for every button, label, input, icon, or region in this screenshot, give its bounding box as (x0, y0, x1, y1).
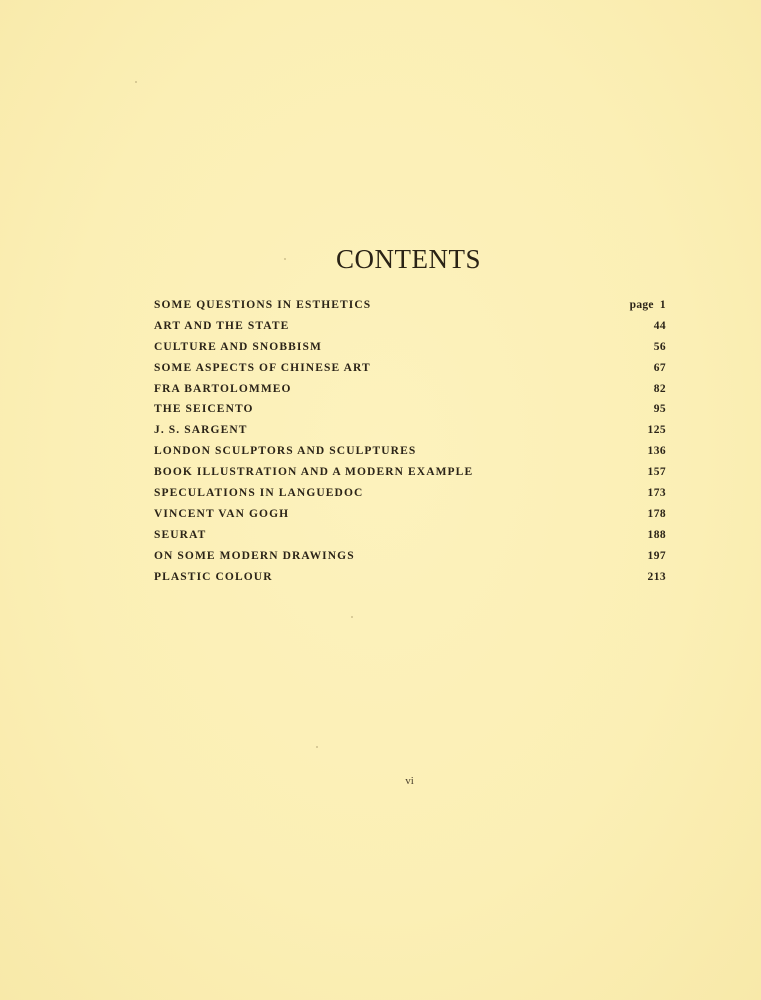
toc-entry-title: THE SEICENTO (154, 403, 254, 416)
toc-entry (154, 568, 666, 589)
toc-entry-page-number: 188 (647, 528, 666, 541)
toc-entry-page-number: 56 (653, 340, 666, 353)
toc-entry-page-number: 197 (647, 549, 666, 562)
toc-entry-title: ART AND THE STATE (154, 319, 290, 332)
page-folio: vi (405, 775, 414, 787)
toc-entry (154, 296, 666, 317)
toc-entry-page-number: 44 (653, 319, 666, 332)
paper-speck (316, 746, 318, 748)
toc-entry-page-number: 82 (653, 382, 666, 395)
toc-entry-page-number: 1 (659, 299, 666, 311)
toc-entry-title: J. S. SARGENT (154, 424, 248, 437)
toc-entry (154, 359, 666, 380)
toc-entry-page-number: 178 (647, 507, 666, 520)
toc-entry (154, 400, 666, 421)
toc-entry-title: CULTURE AND SNOBBISM (154, 340, 322, 353)
page-label: page (629, 299, 654, 311)
toc-entry (154, 338, 666, 359)
toc-entry-title: SOME ASPECTS OF CHINESE ART (154, 361, 371, 374)
toc-entry (154, 505, 666, 526)
toc-entry-title: BOOK ILLUSTRATION AND A MODERN EXAMPLE (154, 466, 474, 479)
toc-entry-title: SEURAT (154, 528, 207, 541)
toc-entry-title: PLASTIC COLOUR (154, 570, 273, 583)
table-of-contents (154, 296, 666, 588)
toc-entry-page (630, 296, 666, 314)
toc-entry-page-number: 173 (647, 487, 666, 500)
toc-entry-title: SPECULATIONS IN LANGUEDOC (154, 487, 364, 500)
toc-entry-title: SOME QUESTIONS IN ESTHETICS (154, 299, 372, 311)
toc-entry (154, 421, 666, 442)
toc-entry (154, 484, 666, 505)
toc-entry-page-number: 125 (647, 424, 666, 437)
toc-entry-title: LONDON SCULPTORS AND SCULPTURES (154, 445, 417, 458)
toc-entry-title: VINCENT VAN GOGH (154, 507, 290, 520)
toc-entry (154, 547, 666, 568)
toc-entry-page-number: 213 (647, 570, 666, 583)
toc-entry (154, 463, 666, 484)
toc-entry-page-number: 67 (653, 361, 666, 374)
toc-entry-page-number: 95 (653, 403, 666, 416)
toc-entry (154, 380, 666, 401)
contents-heading: CONTENTS (336, 244, 481, 274)
toc-entry-page-number: 136 (647, 445, 666, 458)
toc-entry-title: FRA BARTOLOMMEO (154, 382, 292, 395)
toc-entry-title: ON SOME MODERN DRAWINGS (154, 549, 355, 562)
toc-entry (154, 526, 666, 547)
toc-entry-page-number: 157 (647, 466, 666, 479)
toc-entry (154, 442, 666, 463)
paper-speck (351, 616, 353, 618)
paper-speck (135, 81, 137, 83)
toc-entry (154, 317, 666, 338)
